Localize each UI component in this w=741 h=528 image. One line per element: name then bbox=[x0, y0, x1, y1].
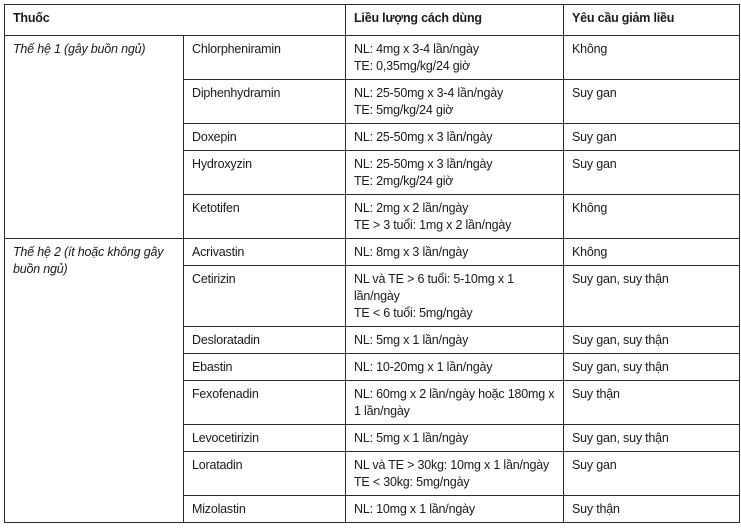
dosage-line: TE < 6 tuổi: 5mg/ngày bbox=[354, 306, 473, 320]
adjustment-cell: Suy gan, suy thận bbox=[564, 266, 740, 327]
adjustment-cell: Suy gan, suy thận bbox=[564, 327, 740, 354]
header-drug: Thuốc bbox=[5, 5, 346, 36]
adjustment-cell: Không bbox=[564, 239, 740, 266]
dosage-cell bbox=[346, 496, 564, 523]
dosage-cell bbox=[346, 266, 564, 327]
drug-name: Diphenhydramin bbox=[184, 80, 346, 124]
drug-name: Hydroxyzin bbox=[184, 151, 346, 195]
dosage-line: NL: 25-50mg x 3 lần/ngày bbox=[354, 130, 493, 144]
adjustment-cell: Suy thận bbox=[564, 381, 740, 425]
drug-name: Desloratadin bbox=[184, 327, 346, 354]
adjustment-cell: Không bbox=[564, 36, 740, 80]
dosage-line: TE: 0,35mg/kg/24 giờ bbox=[354, 59, 471, 73]
dosage-cell bbox=[346, 151, 564, 195]
dosage-cell bbox=[346, 452, 564, 496]
drug-name: Cetirizin bbox=[184, 266, 346, 327]
adjustment-cell: Suy gan bbox=[564, 80, 740, 124]
header-dosage: Liều lượng cách dùng bbox=[346, 5, 564, 36]
dosage-cell bbox=[346, 381, 564, 425]
dosage-line: NL: 5mg x 1 lần/ngày bbox=[354, 333, 469, 347]
group-label: Thế hệ 1 (gây buồn ngủ) bbox=[5, 36, 184, 239]
dosage-line: NL: 60mg x 2 lần/ngày hoặc 180mg x 1 lần/ngày bbox=[354, 387, 555, 418]
adjustment-cell: Suy gan, suy thận bbox=[564, 354, 740, 381]
drug-name: Doxepin bbox=[184, 124, 346, 151]
dosage-cell bbox=[346, 327, 564, 354]
dosage-line: NL: 5mg x 1 lần/ngày bbox=[354, 431, 469, 445]
adjustment-cell: Suy thận bbox=[564, 496, 740, 523]
dosage-line: NL: 10-20mg x 1 lần/ngày bbox=[354, 360, 493, 374]
dosage-line: TE: 5mg/kg/24 giờ bbox=[354, 103, 454, 117]
header-row bbox=[5, 5, 740, 36]
dosage-cell bbox=[346, 239, 564, 266]
drug-name: Levocetirizin bbox=[184, 425, 346, 452]
dosage-cell bbox=[346, 36, 564, 80]
dosage-line: NL: 25-50mg x 3 lần/ngày bbox=[354, 157, 493, 171]
dosage-cell bbox=[346, 80, 564, 124]
table-row bbox=[5, 36, 740, 80]
dosage-cell bbox=[346, 195, 564, 239]
dosage-line: TE < 30kg: 5mg/ngày bbox=[354, 475, 470, 489]
adjustment-cell: Không bbox=[564, 195, 740, 239]
drug-name: Acrivastin bbox=[184, 239, 346, 266]
adjustment-cell: Suy gan bbox=[564, 124, 740, 151]
dosage-line: TE: 2mg/kg/24 giờ bbox=[354, 174, 454, 188]
dosage-cell bbox=[346, 354, 564, 381]
dosage-line: TE > 3 tuổi: 1mg x 2 lần/ngày bbox=[354, 218, 512, 232]
dosage-cell bbox=[346, 124, 564, 151]
header-adjustment: Yêu cầu giảm liều bbox=[564, 5, 740, 36]
dosage-line: NL: 8mg x 3 lần/ngày bbox=[354, 245, 469, 259]
drug-name: Chlorpheniramin bbox=[184, 36, 346, 80]
drug-name: Ketotifen bbox=[184, 195, 346, 239]
drug-name: Mizolastin bbox=[184, 496, 346, 523]
drug-name: Ebastin bbox=[184, 354, 346, 381]
dosage-line: NL: 2mg x 2 lần/ngày bbox=[354, 201, 469, 215]
adjustment-cell: Suy gan bbox=[564, 151, 740, 195]
dosage-cell bbox=[346, 425, 564, 452]
drug-name: Fexofenadin bbox=[184, 381, 346, 425]
drug-name: Loratadin bbox=[184, 452, 346, 496]
adjustment-cell: Suy gan bbox=[564, 452, 740, 496]
group-label: Thế hệ 2 (ít hoặc không gây buồn ngủ) bbox=[5, 239, 184, 523]
dosage-line: NL và TE > 30kg: 10mg x 1 lần/ngày bbox=[354, 458, 550, 472]
antihistamine-table bbox=[4, 4, 740, 523]
dosage-line: NL và TE > 6 tuổi: 5-10mg x 1 lần/ngày bbox=[354, 272, 514, 303]
dosage-line: NL: 4mg x 3-4 lần/ngày bbox=[354, 42, 479, 56]
adjustment-cell: Suy gan, suy thận bbox=[564, 425, 740, 452]
dosage-line: NL: 25-50mg x 3-4 lần/ngày bbox=[354, 86, 504, 100]
table-row bbox=[5, 239, 740, 266]
dosage-line: NL: 10mg x 1 lần/ngày bbox=[354, 502, 475, 516]
table-body bbox=[5, 36, 740, 523]
